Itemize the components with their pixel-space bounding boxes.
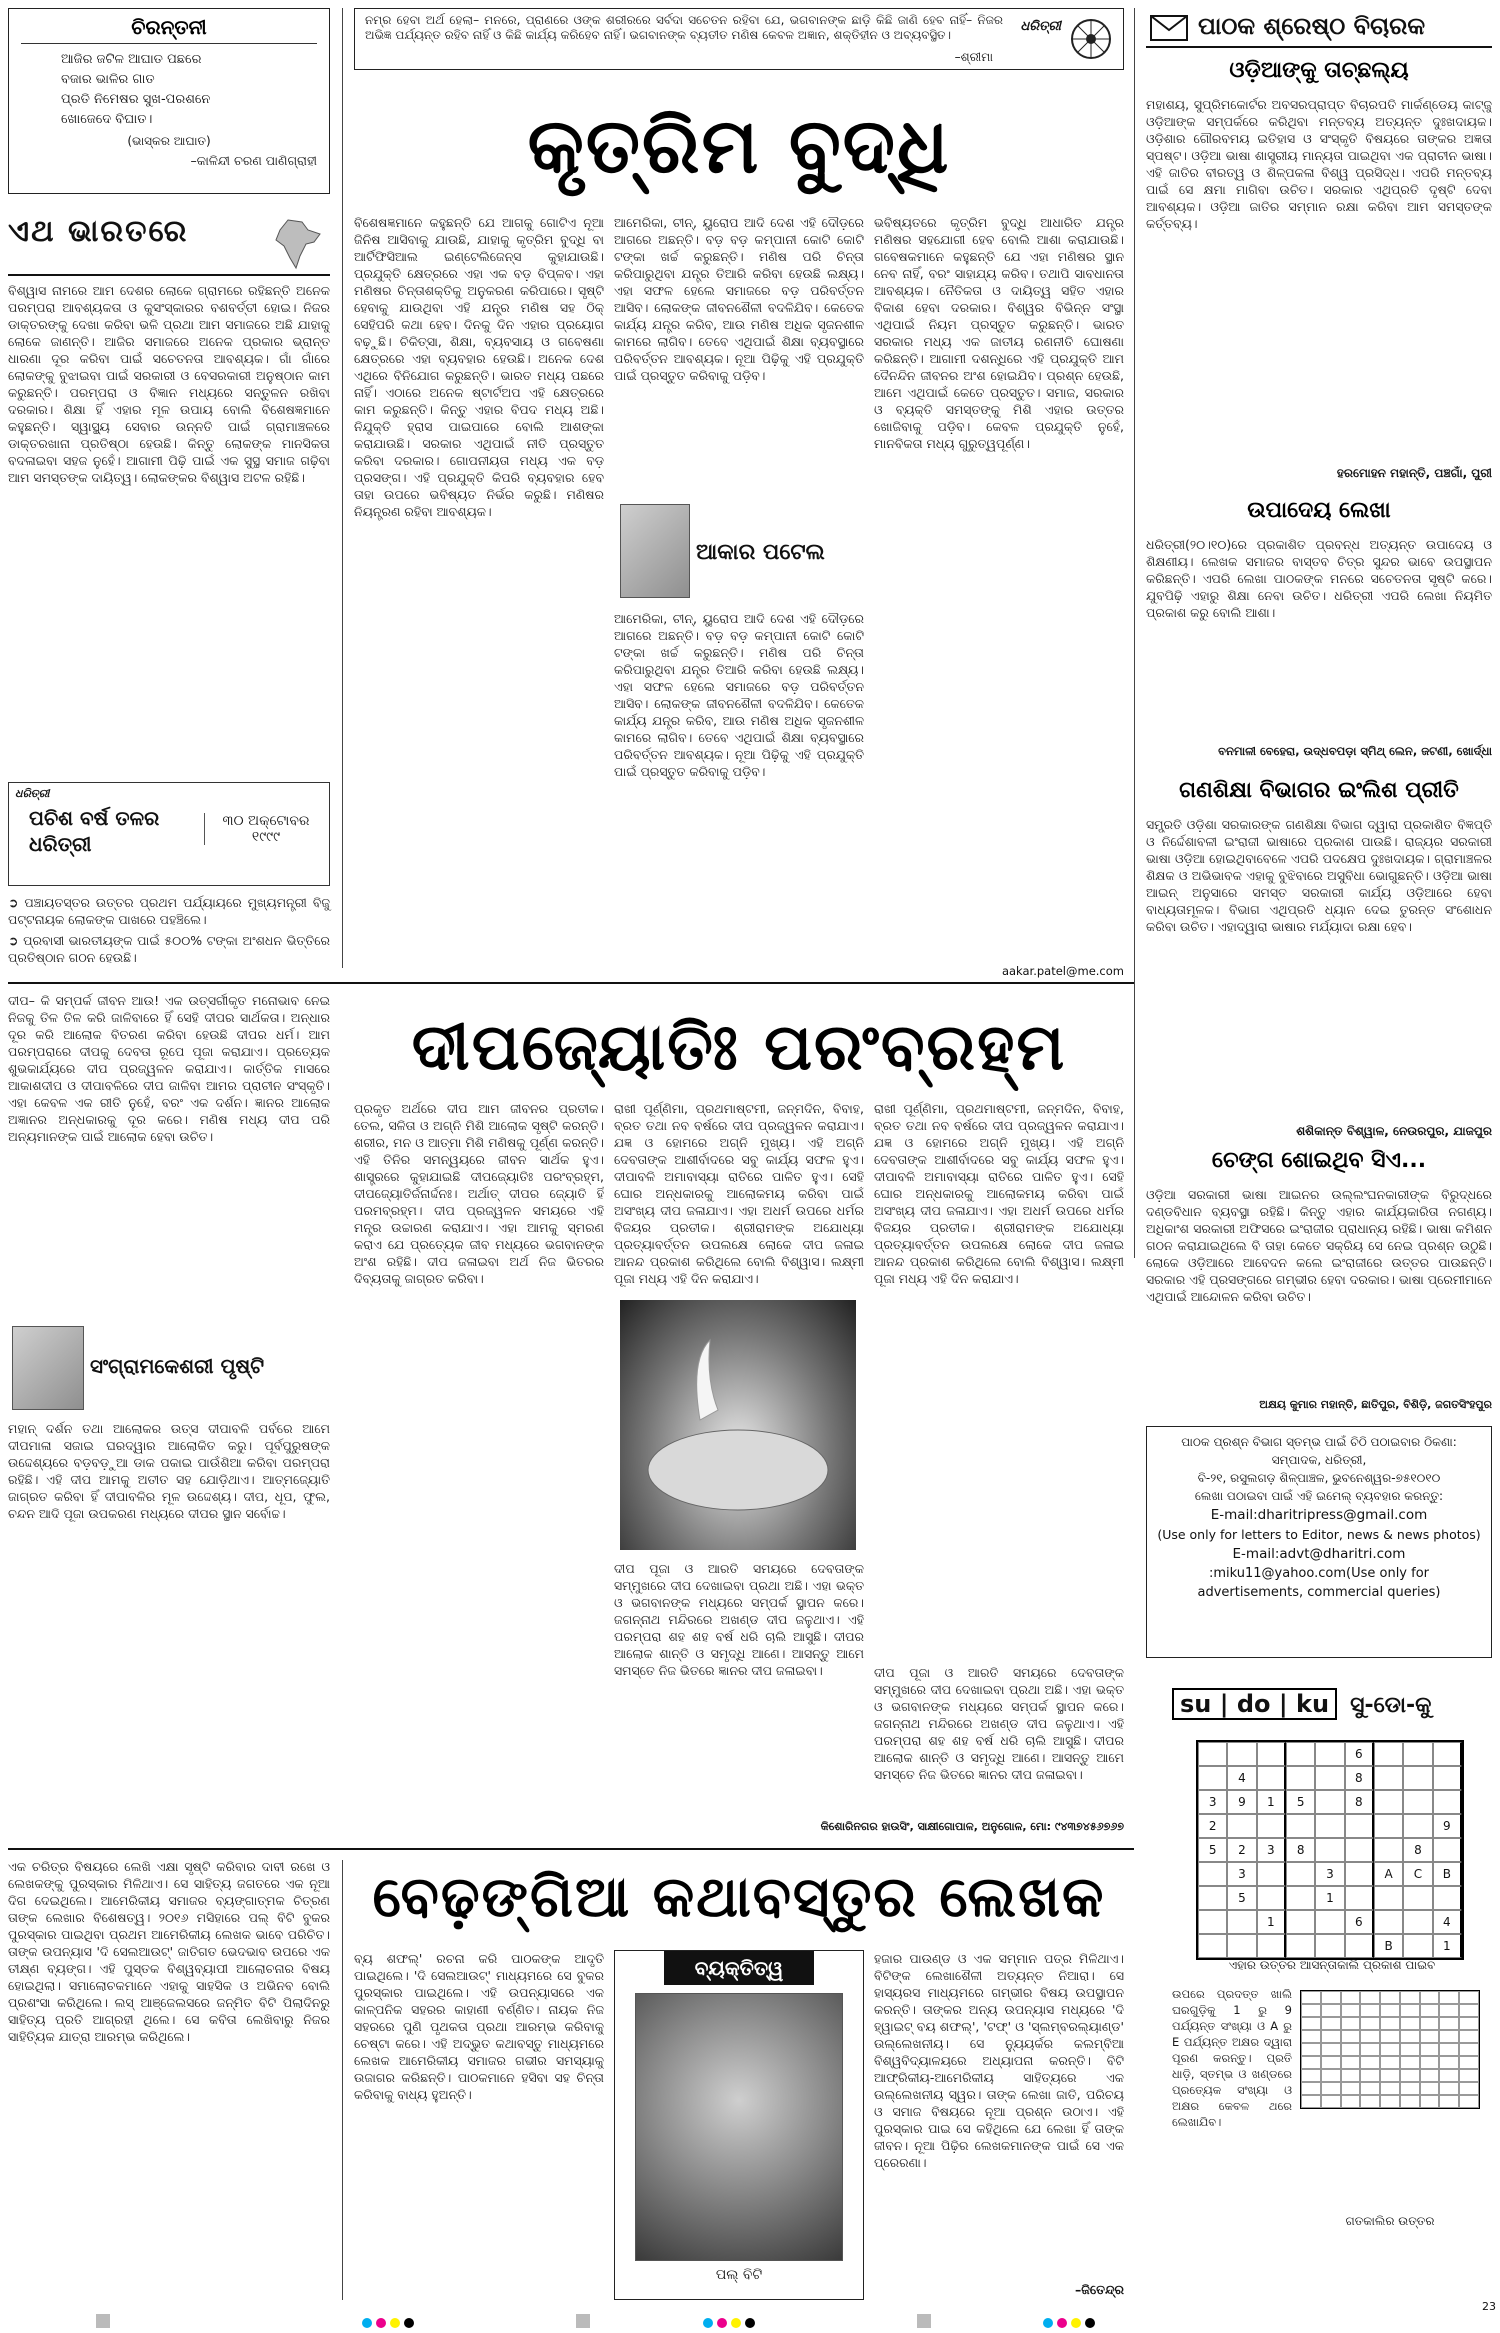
solution-cell (1360, 2030, 1380, 2043)
mid-author-photo (12, 1326, 84, 1410)
letter-author: ଅକ୍ଷୟ କୁମାର ମହାନ୍ତି, ଛାତିପୁର, ବିଶିଡ଼ି, ଜଗତସିଂହପୁର (1259, 1398, 1492, 1411)
solution-cell (1459, 1991, 1479, 2004)
mid-headline: ଦୀପଜ୍ୟୋତିଃ ପରଂବ୍ରହ୍ମ (411, 1011, 1067, 1085)
sudoku-cell[interactable] (1198, 1862, 1227, 1886)
sudoku-cell[interactable] (1374, 1790, 1403, 1814)
sudoku-cell[interactable]: 2 (1227, 1838, 1256, 1862)
sudoku-cell[interactable] (1257, 1886, 1286, 1910)
sudoku-cell[interactable]: 6 (1345, 1742, 1374, 1766)
sudoku-cell[interactable] (1286, 1862, 1315, 1886)
solution-cell (1439, 2056, 1459, 2069)
sudoku-cell[interactable]: B (1433, 1862, 1462, 1886)
sudoku-cell[interactable] (1315, 1814, 1344, 1838)
archive-date: ୩୦ ଅକ୍ଟୋବର ୧୯୯୯ (204, 813, 321, 845)
sudoku-cell[interactable] (1227, 1934, 1256, 1958)
sudoku-footer: ଏହାର ଉତ୍ତର ଆସନ୍ତାକାଲି ପ୍ରକାଶ ପାଇବ (1228, 1958, 1436, 1972)
sudoku-cell[interactable] (1227, 1814, 1256, 1838)
solution-cell (1400, 2056, 1420, 2069)
gray-swatch (96, 2314, 110, 2328)
sudoku-cell[interactable] (1433, 1790, 1462, 1814)
contact-line: ସମ୍ପାଦକ, ଧରିତ୍ରୀ, (1271, 1453, 1367, 1467)
sudoku-cell[interactable]: 5 (1286, 1790, 1315, 1814)
sudoku-cell[interactable] (1403, 1886, 1432, 1910)
solution-cell (1459, 2082, 1479, 2095)
mid-author-block (8, 1326, 330, 1410)
main-article-col2b: ଆମେରିକା, ଚୀନ୍, ୟୁରୋପ ଆଦି ଦେଶ ଏହି ଦୌଡ଼ରେ ଆଗରେ ଅଛନ୍ତି। ବଡ଼ ବଡ଼ କମ୍ପାନୀ କୋଟି କୋଟି ଟଙ୍କା ଖର୍ଚ୍ଚ କରୁଛନ୍ତି। ମଣିଷ ପରି ଚିନ୍ତା କରିପାରୁଥିବା ଯନ୍ତ୍ର ତିଆରି କରିବା ହେଉଛି ଲକ୍ଷ୍ୟ। ଏହା ସଫଳ ହେଲେ ସମାଜରେ ବଡ଼ ପରିବର୍ତ୍ତନ ଆସିବ। ଲୋକଙ୍କ ଜୀବନଶୈଳୀ ବଦଳିଯିବ। କେତେକ କାର୍ଯ୍ୟ ଯନ୍ତ୍ର କରିବ, ଆଉ ମଣିଷ ଅଧିକ ସୃଜନଶୀଳ କାମରେ ଲାଗିବ। ତେବେ ଏଥିପାଇଁ ଶିକ୍ଷା ବ୍ୟବସ୍ଥାରେ ପରିବର୍ତ୍ତନ ଆବଶ୍ୟକ। ନୂଆ ପିଢ଼ିକୁ ଏହି ପ୍ରଯୁକ୍ତି ପାଇଁ ପ୍ରସ୍ତୁତ କରିବାକୁ ପଡ଼ିବ। (614, 611, 864, 779)
sudoku-cell[interactable]: 2 (1198, 1814, 1227, 1838)
sudoku-cell[interactable] (1257, 1766, 1286, 1790)
sudoku-cell[interactable]: 8 (1403, 1838, 1432, 1862)
main-article-col2: ଆମେରିକା, ଚୀନ୍, ୟୁରୋପ ଆଦି ଦେଶ ଏହି ଦୌଡ଼ରେ ଆଗରେ ଅଛନ୍ତି। ବଡ଼ ବଡ଼ କମ୍ପାନୀ କୋଟି କୋଟି ଟଙ୍କା ଖର୍ଚ୍ଚ କରୁଛନ୍ତି। ମଣିଷ ପରି ଚିନ୍ତା କରିପାରୁଥିବା ଯନ୍ତ୍ର ତିଆରି କରିବା ହେଉଛି ଲକ୍ଷ୍ୟ। ଏହା ସଫଳ ହେଲେ ସମାଜରେ ବଡ଼ ପରିବର୍ତ୍ତନ ଆସିବ। ଲୋକଙ୍କ ଜୀବନଶୈଳୀ ବଦଳିଯିବ। କେତେକ କାର୍ଯ୍ୟ ଯନ୍ତ୍ର କରିବ, ଆଉ ମଣିଷ ଅଧିକ ସୃଜନଶୀଳ କାମରେ ଲାଗିବ। ତେବେ ଏଥିପାଇଁ ଶିକ୍ଷା ବ୍ୟବସ୍ଥାରେ ପରିବର୍ତ୍ତନ ଆବଶ୍ୟକ। ନୂଆ ପିଢ଼ିକୁ ଏହି ପ୍ରଯୁକ୍ତି ପାଇଁ ପ୍ରସ୍ତୁତ କରିବାକୁ ପଡ଼ିବ। (614, 215, 864, 383)
mid-article-col3: ରାଖୀ ପୂର୍ଣ୍ଣିମା, ପ୍ରଥମାଷ୍ଟମୀ, ଜନ୍ମଦିନ, ବିବାହ, ବ୍ରତ ତଥା ନବ ବର୍ଷରେ ଦୀପ ପ୍ରଜ୍ୱଳନ କରାଯାଏ। ଯଜ୍ଞ ଓ ହୋମରେ ଅଗ୍ନି ମୁଖ୍ୟ। ଏହି ଅଗ୍ନି ଦେବତାଙ୍କ ଆଶୀର୍ବାଦରେ ସବୁ କାର୍ଯ୍ୟ ସଫଳ ହୁଏ। ଦୀପାବଳି ଅମାବାସ୍ୟା ରାତିରେ ପାଳିତ ହୁଏ। ସେହି ଘୋର ଅନ୍ଧକାରକୁ ଆଲୋକମୟ କରିବା ପାଇଁ ଅସଂଖ୍ୟ ଦୀପ ଜଳାଯାଏ। ଏହା ଅଧର୍ମ ଉପରେ ଧର୍ମର ବିଜୟର ପ୍ରତୀକ। ଶ୍ରୀରାମଙ୍କ ଅଯୋଧ୍ୟା ପ୍ରତ୍ୟାବର୍ତ୍ତନ ଉପଲକ୍ଷେ ଲୋକେ ଦୀପ ଜଳାଇ ଆନନ୍ଦ ପ୍ରକାଶ କରିଥିଲେ ବୋଲି ବିଶ୍ୱାସ। ଲକ୍ଷ୍ମୀ ପୂଜା ମଧ୍ୟ ଏହି ଦିନ କରାଯାଏ। (614, 1101, 864, 1286)
archive-title: ପଚିଶ ବର୍ଷ ତଳର ଧରିତ୍ରୀ (29, 806, 160, 856)
poem-source: (ଭାସ୍କର ଆଘାତ) (127, 134, 211, 148)
solution-cell (1380, 1991, 1400, 2004)
solution-cell (1420, 2095, 1440, 2108)
solution-cell (1439, 2082, 1459, 2095)
solution-cell (1439, 2043, 1459, 2056)
letters-header (1146, 8, 1492, 48)
personality-label: ବ୍ୟକ୍ତିତ୍ୱ (664, 1951, 814, 1985)
solution-cell (1439, 2017, 1459, 2030)
sudoku-cell[interactable] (1374, 1886, 1403, 1910)
solution-cell (1301, 2043, 1321, 2056)
mid-article-col4b: ଦୀପ ପୂଜା ଓ ଆରତି ସମୟରେ ଦେବତାଙ୍କ ସମ୍ମୁଖରେ ଦୀପ ଦେଖାଇବା ପ୍ରଥା ଅଛି। ଏହା ଭକ୍ତ ଓ ଭଗବାନଙ୍କ ମଧ୍ୟରେ ସମ୍ପର୍କ ସ୍ଥାପନ କରେ। ଜଗନ୍ନାଥ ମନ୍ଦିରରେ ଅଖଣ୍ଡ ଦୀପ ଜଳୁଥାଏ। ଏହି ପରମ୍ପରା ଶହ ଶହ ବର୍ଷ ଧରି ଚାଲି ଆସୁଛି। ଦୀପର ଆଲୋକ ଶାନ୍ତି ଓ ସମୃଦ୍ଧି ଆଣେ। ଆସନ୍ତୁ ଆମେ ସମସ୍ତେ ନିଜ ଭିତରେ ଜ୍ଞାନର ଦୀପ ଜଳାଇବା। (874, 1665, 1124, 1782)
sudoku-cell[interactable] (1198, 1910, 1227, 1934)
poem-line: ବଜାର ଭାଳିର ଗାତ (61, 72, 155, 87)
sudoku-cell[interactable]: 8 (1345, 1766, 1374, 1790)
author-name: ଆକାର ପଟେଲ (696, 540, 825, 565)
solution-cell (1301, 2082, 1321, 2095)
contact-line: ପାଠକ ପ୍ରଶ୍ନ ବିଭାଗ ସ୍ତମ୍ଭ ପାଇଁ ଚିଠି ପଠାଇବାର ଠିକଣା: (1181, 1435, 1457, 1449)
sudoku-cell[interactable] (1315, 1838, 1344, 1862)
bottom-headline: ବେଢ଼ଙ୍ଗିଆ କଥାବସ୍ତୁର ଲେଖକ (372, 1865, 1106, 1930)
personality-caption: ପଲ୍ ବିଟି (715, 2267, 763, 2283)
sudoku-cell[interactable]: 1 (1315, 1886, 1344, 1910)
sudoku-cell[interactable] (1345, 1814, 1374, 1838)
sudoku-cell[interactable]: 3 (1198, 1790, 1227, 1814)
sudoku-cell[interactable] (1403, 1814, 1432, 1838)
bottom-article-col2: ବ୍ୟ ଶଫଲ୍' ରଚନା କରି ପାଠକଙ୍କ ଆଦୃତି ପାଇଥିଲେ। 'ଦି ସେଲଆଉଟ୍' ମାଧ୍ୟମରେ ସେ ବୁକର ପୁରସ୍କାର ପାଇଥିଲେ। ଏହି ଉପନ୍ୟାସରେ ଏକ କାଳ୍ପନିକ ସହରର କାହାଣୀ ବର୍ଣ୍ଣିତ। ନାୟକ ନିଜ ସହରରେ ପୁଣି ପୃଥକତା ପ୍ରଥା ଆରମ୍ଭ କରିବାକୁ ଚେଷ୍ଟା କରେ। ଏହି ଅଦ୍ଭୁତ କଥାବସ୍ତୁ ମାଧ୍ୟମରେ ଲେଖକ ଆମେରିକୀୟ ସମାଜର ଗଭୀର ସମସ୍ୟାକୁ ଉଜାଗର କରିଛନ୍ତି। ପାଠକମାନେ ହସିବା ସହ ଚିନ୍ତା କରିବାକୁ ବାଧ୍ୟ ହୁଅନ୍ତି। (354, 1951, 604, 2102)
letter-body: ମହାଶୟ, ସୁପ୍ରିମକୋର୍ଟର ଅବସରପ୍ରାପ୍ତ ବିଚାରପତି ମାର୍କଣ୍ଡେୟ କାଟ୍ଜୁ ଓଡ଼ିଆଙ୍କ ସମ୍ପର୍କରେ କରିଥିବା ମନ୍ତବ୍ୟ ଅତ୍ୟନ୍ତ ଦୁଃଖଦାୟକ। ଓଡ଼ିଶାର ଗୌରବମୟ ଇତିହାସ ଓ ସଂସ୍କୃତି ବିଷୟରେ ତାଙ୍କର ଅଜ୍ଞତା ସ୍ପଷ୍ଟ। ଓଡ଼ିଆ ଭାଷା ଶାସ୍ତ୍ରୀୟ ମାନ୍ୟତା ପାଇଥିବା ଏକ ପ୍ରାଚୀନ ଭାଷା। ଏହି ଜାତିର ବୀରତ୍ୱ ଓ ଶିଳ୍ପକଳା ବିଶ୍ୱ ପ୍ରସିଦ୍ଧ। ଏପରି ମନ୍ତବ୍ୟ ପାଇଁ ସେ କ୍ଷମା ମାଗିବା ଉଚିତ। ସରକାର ଏଥିପ୍ରତି ଦୃଷ୍ଟି ଦେବା ଆବଶ୍ୟକ। ଓଡ଼ିଆ ଜାତିର ସମ୍ମାନ ରକ୍ଷା କରିବା ଆମ ସମସ୍ତଙ୍କ କର୍ତ୍ତବ୍ୟ। (1146, 97, 1492, 231)
solution-cell (1341, 2017, 1361, 2030)
letter-title: ଉପାଦେୟ ଲେଖା (1247, 498, 1391, 523)
solution-cell (1459, 2017, 1479, 2030)
black-dot (404, 2318, 414, 2328)
solution-cell (1301, 2004, 1321, 2017)
bottom-article-col3: ହଜାର ପାଉଣ୍ଡ ଓ ଏକ ସମ୍ମାନ ପତ୍ର ମିଳିଥାଏ। ବିଟିଙ୍କ ଲେଖାଶୈଳୀ ଅତ୍ୟନ୍ତ ନିଆରା। ସେ ହାସ୍ୟରସ ମାଧ୍ୟମରେ ଗମ୍ଭୀର ବିଷୟ ଉପସ୍ଥାପନ କରନ୍ତି। ତାଙ୍କର ଅନ୍ୟ ଉପନ୍ୟାସ ମଧ୍ୟରେ 'ଦି ହ୍ୱାଇଟ୍ ବୟ ଶଫଲ୍', 'ଟଫ୍' ଓ 'ସ୍ଲମ୍ବରଲ୍ୟାଣ୍ଡ' ଉଲ୍ଲେଖନୀୟ। ସେ ନ୍ୟୁୟର୍କର କଲମ୍ବିଆ ବିଶ୍ୱବିଦ୍ୟାଳୟରେ ଅଧ୍ୟାପନା କରନ୍ତି। ବିଟି ଆଫ୍ରିକୀୟ-ଆମେରିକୀୟ ସାହିତ୍ୟରେ ଏକ ଉଲ୍ଲେଖନୀୟ ସ୍ୱର। ତାଙ୍କ ଲେଖା ଜାତି, ପରିଚୟ ଓ ସମାଜ ବିଷୟରେ ନୂଆ ପ୍ରଶ୍ନ ଉଠାଏ। ଏହି ପୁରସ୍କାର ପାଇ ସେ କହିଥିଲେ ଯେ ଲେଖା ହିଁ ତାଙ୍କ ଜୀବନ। ନୂଆ ପିଢ଼ିର ଲେଖକମାନଙ୍କ ପାଇଁ ସେ ଏକ ପ୍ରେରଣା। (874, 1951, 1124, 2170)
contact-line: advertisements, commercial queries) (1197, 1585, 1441, 1600)
bottom-signature: –ଜିତେନ୍ଦ୍ର (1075, 2282, 1124, 2297)
black-dot (1085, 2318, 1095, 2328)
poem-box (8, 8, 330, 194)
yellow-dot (731, 2318, 741, 2328)
sudoku-cell[interactable] (1286, 1766, 1315, 1790)
sudoku-cell[interactable] (1227, 1742, 1256, 1766)
letter-title: ଓଡ଼ିଆଙ୍କୁ ତାଚ୍ଛଲ୍ୟ (1229, 58, 1409, 83)
page-number: 23 (1482, 2300, 1496, 2313)
archive-box (8, 782, 330, 886)
sudoku-cell[interactable]: A (1374, 1862, 1403, 1886)
section-logo-text: ଏଥ ଭାରତରେ (8, 214, 189, 249)
solution-cell (1321, 2069, 1341, 2082)
solution-cell (1459, 2030, 1479, 2043)
sudoku-cell[interactable]: 8 (1286, 1838, 1315, 1862)
letter-author: ବନମାଳୀ ବେହେରା, ଉଦ୍ଧବପଡ଼ା ସ୍ମିଥ୍ ଲେନ, ଜଟଣୀ, ଖୋର୍ଦ୍ଧା (1218, 744, 1492, 758)
mid-article-col1: ଦୀପ– କି ସମ୍ପର୍କ ଜୀବନ ଆଉ! ଏକ ଉତ୍ସର୍ଗୀକୃତ ମନୋଭାବ ନେଇ ନିଜକୁ ତିଳ ତିଳ କରି ଜାଳିବାରେ ହିଁ ସେହି ଦୀପର ସାର୍ଥକତା। ଅନ୍ଧାର ଦୂର କରି ଆଲୋକ ବିତରଣ କରିବା ହେଉଛି ଦୀପର ଧର୍ମ। ଆମ ପରମ୍ପରାରେ ଦୀପକୁ ଦେବତା ରୂପେ ପୂଜା କରାଯାଏ। ପ୍ରତ୍ୟେକ ଶୁଭକାର୍ଯ୍ୟରେ ଦୀପ ପ୍ରଜ୍ୱଳନ କରାଯାଏ। କାର୍ତ୍ତିକ ମାସରେ ଆକାଶଦୀପ ଓ ଦୀପାବଳିରେ ଦୀପ ଜାଳିବା ଆମର ପ୍ରାଚୀନ ସଂସ୍କୃତି। ଏହା କେବଳ ଏକ ରୀତି ନୁହେଁ, ବରଂ ଏକ ଦର୍ଶନ। ଜ୍ଞାନର ଆଲୋକ ଅଜ୍ଞାନର ଅନ୍ଧକାରକୁ ଦୂର କରେ। ମଣିଷ ମଧ୍ୟ ଦୀପ ପରି ଅନ୍ୟମାନଙ୍କ ପାଇଁ ଆଲୋକ ହେବା ଉଚିତ। (8, 993, 330, 1144)
envelope-icon (1150, 12, 1190, 42)
sudoku-cell[interactable] (1257, 1814, 1286, 1838)
solution-cell (1301, 2030, 1321, 2043)
solution-cell (1420, 2056, 1440, 2069)
solution-cell (1439, 2069, 1459, 2082)
left-column-body: ବିଶ୍ୱାସ ନାମରେ ଆମ ଦେଶର ଲୋକେ ଗ୍ରାମରେ ରହିଛନ୍ତି ଅନେକ ପରମ୍ପରା ଆବଶ୍ୟକତା ଓ କୁସଂସ୍କାରର ବଶବର୍ତ୍ତୀ ହୋଇ। ନିଜର ଡାକ୍ତରଙ୍କୁ ଦେଖା କରିବା ଭଳି ପ୍ରଥା ଆମ ସମାଜରେ ଅଛି ଯାହାକୁ ଲୋକେ ଜାଣନ୍ତି। ଆଜିର ସମାଜରେ ଅନେକ ପ୍ରକାର ଭ୍ରାନ୍ତ ଧାରଣା ଦୂର କରିବା ପାଇଁ ସଚେତନତା ଆବଶ୍ୟକ। ଗାଁ ଗାଁରେ ଲୋକଙ୍କୁ ବୁଝାଇବା ପାଇଁ ସରକାରୀ ଓ ବେସରକାରୀ ଅନୁଷ୍ଠାନ କାମ କରୁଛନ୍ତି। ପରମ୍ପରା ଓ ବିଜ୍ଞାନ ମଧ୍ୟରେ ସନ୍ତୁଳନ ରଖିବା ଦରକାର। ଶିକ୍ଷା ହିଁ ଏହାର ମୂଳ ଉପାୟ ବୋଲି ବିଶେଷଜ୍ଞମାନେ କହୁଛନ୍ତି। ସ୍ୱାସ୍ଥ୍ୟ ସେବାର ଉନ୍ନତି ପାଇଁ ଗ୍ରାମାଞ୍ଚଳରେ ଡାକ୍ତରଖାନା ପ୍ରତିଷ୍ଠା ହେଉଛି। କିନ୍ତୁ ଲୋକଙ୍କ ମାନସିକତା ବଦଳାଇବା ସହଜ ନୁହେଁ। ଆଗାମୀ ପିଢ଼ି ପାଇଁ ଏକ ସୁସ୍ଥ ସମାଜ ଗଢ଼ିବା ଆମ ସମସ୍ତଙ୍କ ଦାୟିତ୍ୱ। ଲୋକଙ୍କର ବିଶ୍ୱାସ ଅଟଳ ରହିଛି। (8, 283, 330, 485)
solution-cell (1360, 2043, 1380, 2056)
sudoku-cell[interactable] (1433, 1766, 1462, 1790)
contact-email[interactable]: E-mail:advt@dharitri.com (1232, 1546, 1406, 1562)
solution-cell (1420, 2043, 1440, 2056)
sudoku-cell[interactable] (1433, 1742, 1462, 1766)
solution-cell (1321, 2082, 1341, 2095)
solution-cell (1380, 2056, 1400, 2069)
quote-text: ନମ୍ର ହେବା ଅର୍ଥ ହେଲା– ମନରେ, ପ୍ରାଣରେ ଓଙ୍କ ଶରୀରରେ ସର୍ବଦା ସଚେତନ ରହିବା ଯେ, ଭଗବାନଙ୍କ ଛାଡ଼ି କିଛି ଜାଣି ହେବ ନାହିଁ– ନିଜର ଅଭିଜ୍ଞ ପର୍ଯ୍ୟନ୍ତ ରହିବ ନାହିଁ ଓ କିଛି କାର୍ଯ୍ୟ କରିହେବ ନାହିଁ। ଭଗବାନଙ୍କ ବ୍ୟତୀତ ମଣିଷ କେବଳ ଅଜ୍ଞାନ, ଶକ୍ତିହୀନ ଓ ଅବ୍ୟବସ୍ଥିତ। (365, 13, 1003, 42)
poem-author: –କାଳିନ୍ଦୀ ଚରଣ ପାଣିଗ୍ରାହୀ (190, 153, 317, 168)
solution-cell (1459, 2095, 1479, 2108)
sudoku-cell[interactable]: 9 (1227, 1790, 1256, 1814)
sudoku-cell[interactable] (1433, 1886, 1462, 1910)
contact-email[interactable]: E-mail:dharitripress@gmail.com (1210, 1507, 1428, 1523)
sudoku-cell[interactable] (1315, 1934, 1344, 1958)
letter-body: ଓଡ଼ିଆ ସରକାରୀ ଭାଷା ଆଇନର ଉଲ୍ଲଂଘନକାରୀଙ୍କ ବିରୁଦ୍ଧରେ ଦଣ୍ଡବିଧାନ ବ୍ୟବସ୍ଥା ରହିଛି। କିନ୍ତୁ ଏହାର କାର୍ଯ୍ୟକାରିତା ନଗଣ୍ୟ। ଅଧିକାଂଶ ସରକାରୀ ଅଫିସରେ ଇଂରାଜୀର ପ୍ରାଧାନ୍ୟ ରହିଛି। ଭାଷା କମିଶନ ଗଠନ କରାଯାଇଥିଲେ ବି ତାହା କେତେ ସକ୍ରିୟ ସେ ନେଇ ପ୍ରଶ୍ନ ଉଠୁଛି। ଲୋକେ ଓଡ଼ିଆରେ ଆବେଦନ କଲେ ଇଂରାଜୀରେ ଉତ୍ତର ପାଉଛନ୍ତି। ସରକାର ଏହି ପ୍ରସଙ୍ଗରେ ଗମ୍ଭୀର ହେବା ଦରକାର। ଭାଷା ପ୍ରେମୀମାନେ ଏଥିପାଇଁ ଆନ୍ଦୋଳନ କରିବା ଉଚିତ। (1146, 1187, 1492, 1304)
solution-cell (1301, 2056, 1321, 2069)
solution-cell (1420, 2017, 1440, 2030)
solution-cell (1439, 1991, 1459, 2004)
letter-title: ଚେଙ୍ଗ ଶୋଇଥିବ ସିଏ... (1211, 1148, 1427, 1173)
cyan-dot (362, 2318, 372, 2328)
sudoku-cell[interactable] (1227, 1910, 1256, 1934)
personality-photo (635, 1993, 843, 2261)
main-article-col3: ଭବିଷ୍ୟତରେ କୃତ୍ରିମ ବୁଦ୍ଧି ଆଧାରିତ ଯନ୍ତ୍ର ମଣିଷର ସହଯୋଗୀ ହେବ ବୋଲି ଆଶା କରାଯାଉଛି। ଗବେଷକମାନେ କହୁଛନ୍ତି ଯେ ଏହା ମଣିଷର ସ୍ଥାନ ନେବ ନାହିଁ, ବରଂ ସାହାଯ୍ୟ କରିବ। ତଥାପି ସାବଧାନତା ଆବଶ୍ୟକ। ନୈତିକତା ଓ ଦାୟିତ୍ୱ ସହିତ ଏହାର ବିକାଶ ହେବା ଦରକାର। ବିଶ୍ୱର ବିଭିନ୍ନ ସଂସ୍ଥା ଏଥିପାଇଁ ନିୟମ ପ୍ରସ୍ତୁତ କରୁଛନ୍ତି। ଭାରତ ସରକାର ମଧ୍ୟ ଏକ ଜାତୀୟ ରଣନୀତି ଘୋଷଣା କରିଛନ୍ତି। ଆଗାମୀ ଦଶନ୍ଧିରେ ଏହି ପ୍ରଯୁକ୍ତି ଆମ ଦୈନନ୍ଦିନ ଜୀବନର ଅଂଶ ହୋଇଯିବ। ପ୍ରଶ୍ନ ହେଉଛି, ଆମେ ଏଥିପାଇଁ କେତେ ପ୍ରସ୍ତୁତ। ସମାଜ, ସରକାର ଓ ବ୍ୟକ୍ତି ସମସ୍ତଙ୍କୁ ମିଶି ଏହାର ଉତ୍ତର ଖୋଜିବାକୁ ପଡ଼ିବ। କେବଳ ପ୍ରଯୁକ୍ତି ନୁହେଁ, ମାନବିକତା ମଧ୍ୟ ଗୁରୁତ୍ୱପୂର୍ଣ୍ଣ। (874, 215, 1124, 451)
solution-cell (1459, 2069, 1479, 2082)
cyan-dot (703, 2318, 713, 2328)
mid-article-col2: ପ୍ରକୃତ ଅର୍ଥରେ ଦୀପ ଆମ ଜୀବନର ପ୍ରତୀକ। ତେଲ, ସଳିତା ଓ ଅଗ୍ନି ମିଶି ଆଲୋକ ସୃଷ୍ଟି କରନ୍ତି। ଶରୀର, ମନ ଓ ଆତ୍ମା ମିଶି ମଣିଷକୁ ପୂର୍ଣ୍ଣ କରନ୍ତି। ଏହି ତିନିର ସମନ୍ୱୟରେ ଜୀବନ ସାର୍ଥକ ହୁଏ। ଶାସ୍ତ୍ରରେ କୁହାଯାଇଛି ଦୀପଜ୍ୟୋତିଃ ପରଂବ୍ରହ୍ମ, ଦୀପଜ୍ୟୋତିର୍ଜନାର୍ଦ୍ଦନଃ। ଅର୍ଥାତ୍ ଦୀପର ଜ୍ୟୋତି ହିଁ ପରମବ୍ରହ୍ମ। ଦୀପ ପ୍ରଜ୍ୱଳନ ସମୟରେ ଏହି ମନ୍ତ୍ର ଉଚ୍ଚାରଣ କରାଯାଏ। ଏହା ଆମକୁ ସ୍ମରଣ କରାଏ ଯେ ପ୍ରତ୍ୟେକ ଜୀବ ମଧ୍ୟରେ ଭଗବାନଙ୍କ ଅଂଶ ରହିଛି। ଦୀପ ଜଳାଇବା ଅର୍ଥ ନିଜ ଭିତରର ଦିବ୍ୟତାକୁ ଜାଗ୍ରତ କରିବା। (354, 1101, 604, 1286)
archive-logo: ଧରିତ୍ରୀ (15, 787, 50, 800)
solution-cell (1360, 1991, 1380, 2004)
sudoku-cell[interactable] (1345, 1934, 1374, 1958)
sudoku-cell[interactable] (1286, 1814, 1315, 1838)
contact-line: ବି-୨୧, ରସୁଲଗଡ଼ ଶିଳ୍ପାଞ୍ଚଳ, ଭୁବନେଶ୍ୱର-୭୫୧୦୧୦ (1197, 1471, 1441, 1485)
diya-photo (620, 1300, 856, 1550)
solution-cell (1400, 2004, 1420, 2017)
sudoku-grid[interactable] (1196, 1740, 1464, 1960)
letter-title: ଗଣଶିକ୍ଷା ବିଭାଗର ଇଂଲିଶ ପ୍ରୀତି (1179, 778, 1459, 803)
sudoku-cell[interactable]: 5 (1198, 1838, 1227, 1862)
contact-email[interactable]: :miku11@yahoo.com(Use only for (1208, 1566, 1430, 1581)
solution-cell (1439, 2095, 1459, 2108)
sudoku-cell[interactable] (1198, 1886, 1227, 1910)
solution-cell (1380, 2017, 1400, 2030)
sudoku-cell[interactable] (1345, 1886, 1374, 1910)
solution-cell (1321, 2056, 1341, 2069)
solution-cell (1341, 2082, 1361, 2095)
sudoku-cell[interactable] (1403, 1766, 1432, 1790)
quote-banner (354, 8, 1124, 70)
archive-item: ➲ ପ୍ରବାସୀ ଭାରତୀୟଙ୍କ ପାଇଁ ୫୦୦% ଟଙ୍କା ଅଂଶଧନ ଭିତ୍ତିରେ ପ୍ରତିଷ୍ଠାନ ଗଠନ ହେଉଛି। (8, 933, 330, 965)
solution-cell (1301, 2017, 1321, 2030)
sudoku-cell[interactable]: 4 (1227, 1766, 1256, 1790)
letters-header-text: ପାଠକ ଶ୍ରେଷ୍ଠ ବିଚାରକ (1198, 12, 1426, 40)
sudoku-cell[interactable] (1403, 1742, 1432, 1766)
poem-line: ଖୋଜେଦେ ବିଘାତ। (61, 112, 153, 127)
sudoku-cell[interactable] (1315, 1910, 1344, 1934)
solution-cell (1301, 1991, 1321, 2004)
poem-line: ପ୍ରତି ନିମେଷର ସୁଖ-ପରଶନେ (61, 92, 211, 107)
quote-brand: ଧରିତ୍ରୀ (1020, 19, 1061, 34)
solution-cell (1400, 2043, 1420, 2056)
solution-cell (1341, 2043, 1361, 2056)
sudoku-cell[interactable]: 3 (1257, 1838, 1286, 1862)
mid-article-col4: ରାଖୀ ପୂର୍ଣ୍ଣିମା, ପ୍ରଥମାଷ୍ଟମୀ, ଜନ୍ମଦିନ, ବିବାହ, ବ୍ରତ ତଥା ନବ ବର୍ଷରେ ଦୀପ ପ୍ରଜ୍ୱଳନ କରାଯାଏ। ଯଜ୍ଞ ଓ ହୋମରେ ଅଗ୍ନି ମୁଖ୍ୟ। ଏହି ଅଗ୍ନି ଦେବତାଙ୍କ ଆଶୀର୍ବାଦରେ ସବୁ କାର୍ଯ୍ୟ ସଫଳ ହୁଏ। ଦୀପାବଳି ଅମାବାସ୍ୟା ରାତିରେ ପାଳିତ ହୁଏ। ସେହି ଘୋର ଅନ୍ଧକାରକୁ ଆଲୋକମୟ କରିବା ପାଇଁ ଅସଂଖ୍ୟ ଦୀପ ଜଳାଯାଏ। ଏହା ଅଧର୍ମ ଉପରେ ଧର୍ମର ବିଜୟର ପ୍ରତୀକ। ଶ୍ରୀରାମଙ୍କ ଅଯୋଧ୍ୟା ପ୍ରତ୍ୟାବର୍ତ୍ତନ ଉପଲକ୍ଷେ ଲୋକେ ଦୀପ ଜଳାଇ ଆନନ୍ଦ ପ୍ରକାଶ କରିଥିଲେ ବୋଲି ବିଶ୍ୱାସ। ଲକ୍ଷ୍ମୀ ପୂଜା ମଧ୍ୟ ଏହି ଦିନ କରାଯାଏ। (874, 1101, 1124, 1286)
magenta-dot (376, 2318, 386, 2328)
sudoku-cell[interactable]: 5 (1227, 1886, 1256, 1910)
solution-cell (1420, 2082, 1440, 2095)
solution-cell (1341, 2056, 1361, 2069)
solution-cell (1360, 2004, 1380, 2017)
solution-cell (1459, 2004, 1479, 2017)
sudoku-cell[interactable] (1315, 1790, 1344, 1814)
sudoku-cell[interactable]: 1 (1257, 1910, 1286, 1934)
solution-cell (1341, 2004, 1361, 2017)
solution-cell (1420, 1991, 1440, 2004)
sudoku-cell[interactable] (1374, 1766, 1403, 1790)
solution-cell (1400, 2030, 1420, 2043)
ethi-bharatare-logo (8, 214, 330, 276)
solution-cell (1380, 2069, 1400, 2082)
gray-swatch (576, 2314, 590, 2328)
sudoku-cell[interactable] (1286, 1910, 1315, 1934)
solution-cell (1341, 2030, 1361, 2043)
sudoku-cell[interactable]: 3 (1227, 1862, 1256, 1886)
personality-box (614, 1950, 864, 2300)
india-map-icon (268, 216, 324, 272)
sudoku-cell[interactable] (1403, 1790, 1432, 1814)
solution-cell (1400, 1991, 1420, 2004)
solution-cell (1360, 2095, 1380, 2108)
letter-author: ହରମୋହନ ମହାନ୍ତି, ପଞ୍ଚଗାଁ, ପୁରୀ (1336, 466, 1492, 480)
contact-line: ଲେଖା ପଠାଇବା ପାଇଁ ଏହି ଇମେଲ୍ ବ୍ୟବହାର କରନ୍ତୁ: (1194, 1489, 1444, 1503)
solution-cell (1380, 2095, 1400, 2108)
sudoku-cell[interactable] (1403, 1934, 1432, 1958)
sudoku-cell[interactable]: 1 (1257, 1790, 1286, 1814)
sudoku-cell[interactable]: B (1374, 1934, 1403, 1958)
sudoku-cell[interactable] (1403, 1910, 1432, 1934)
archive-item: ➲ ପଞ୍ଚାୟତସ୍ତର ଉତ୍ତର ପ୍ରଥମ ପର୍ଯ୍ୟାୟରେ ମୁଖ୍ୟମନ୍ତ୍ରୀ ବିଜୁ ପଟ୍ଟନାୟକ ଲୋକଙ୍କ ପାଖରେ ପହଞ୍ଚିଲେ। (8, 895, 330, 927)
sudoku-label-or: ସୁ-ଡୋ-କୁ (1350, 1693, 1432, 1718)
sudoku-cell[interactable] (1286, 1886, 1315, 1910)
solution-cell (1301, 2095, 1321, 2108)
mid-author-name: ସଂଗ୍ରାମକେଶରୀ ପୃଷ୍ଟି (90, 1354, 265, 1378)
solution-cell (1321, 2017, 1341, 2030)
yellow-dot (1071, 2318, 1081, 2328)
sudoku-cell[interactable] (1315, 1742, 1344, 1766)
diya-lamp-icon (620, 1300, 856, 1550)
solution-cell (1380, 2030, 1400, 2043)
poem-line: ଆଜିର ଜଟିଳ ଆଘାତ ପଛରେ (61, 52, 202, 67)
solution-cell (1321, 2043, 1341, 2056)
sudoku-cell[interactable] (1257, 1934, 1286, 1958)
solution-cell (1439, 2030, 1459, 2043)
solution-caption: ଗତକାଲିର ଉତ୍ତର (1345, 2214, 1435, 2228)
sudoku-cell[interactable] (1257, 1862, 1286, 1886)
sudoku-cell[interactable] (1374, 1838, 1403, 1862)
sudoku-cell[interactable] (1198, 1742, 1227, 1766)
mid-article-col3b: ଦୀପ ପୂଜା ଓ ଆରତି ସମୟରେ ଦେବତାଙ୍କ ସମ୍ମୁଖରେ ଦୀପ ଦେଖାଇବା ପ୍ରଥା ଅଛି। ଏହା ଭକ୍ତ ଓ ଭଗବାନଙ୍କ ମଧ୍ୟରେ ସମ୍ପର୍କ ସ୍ଥାପନ କରେ। ଜଗନ୍ନାଥ ମନ୍ଦିରରେ ଅଖଣ୍ଡ ଦୀପ ଜଳୁଥାଏ। ଏହି ପରମ୍ପରା ଶହ ଶହ ବର୍ଷ ଧରି ଚାଲି ଆସୁଛି। ଦୀପର ଆଲୋକ ଶାନ୍ତି ଓ ସମୃଦ୍ଧି ଆଣେ। ଆସନ୍ତୁ ଆମେ ସମସ୍ତେ ନିଜ ଭିତରେ ଜ୍ଞାନର ଦୀପ ଜଳାଇବା। (614, 1561, 864, 1678)
registration-marks (96, 2313, 1396, 2327)
sudoku-cell[interactable]: 9 (1433, 1814, 1462, 1838)
sudoku-cell[interactable] (1345, 1862, 1374, 1886)
sudoku-cell[interactable] (1433, 1838, 1462, 1862)
solution-cell (1341, 2095, 1361, 2108)
sudoku-cell[interactable]: 4 (1433, 1910, 1462, 1934)
contact-box (1146, 1426, 1492, 1658)
yellow-dot (390, 2318, 400, 2328)
sudoku-label-en: su | do | ku (1172, 1688, 1337, 1720)
chakra-icon (1069, 17, 1113, 61)
quote-author: –ଶ୍ରୀମା (954, 50, 993, 64)
solution-cell (1321, 2030, 1341, 2043)
solution-cell (1459, 2043, 1479, 2056)
solution-cell (1420, 2030, 1440, 2043)
contact-line: (Use only for letters to Editor, news & news photos) (1157, 1527, 1481, 1542)
solution-cell (1400, 2069, 1420, 2082)
sudoku-cell[interactable]: 6 (1345, 1910, 1374, 1934)
sudoku-cell[interactable] (1286, 1934, 1315, 1958)
solution-cell (1400, 2017, 1420, 2030)
solution-cell (1400, 2095, 1420, 2108)
sudoku-cell[interactable]: 1 (1433, 1934, 1462, 1958)
solution-cell (1380, 2004, 1400, 2017)
black-dot (745, 2318, 755, 2328)
solution-cell (1321, 2095, 1341, 2108)
solution-cell (1360, 2056, 1380, 2069)
solution-cell (1301, 2069, 1321, 2082)
solution-cell (1360, 2017, 1380, 2030)
sudoku-cell[interactable] (1286, 1742, 1315, 1766)
sudoku-cell[interactable]: C (1403, 1862, 1432, 1886)
letter-body: ସମ୍ପ୍ରତି ଓଡ଼ିଶା ସରକାରଙ୍କ ଗଣଶିକ୍ଷା ବିଭାଗ ଦ୍ୱାରା ପ୍ରକାଶିତ ବିଜ୍ଞପ୍ତି ଓ ନିର୍ଦ୍ଦେଶାବଳୀ ଇଂରାଜୀ ଭାଷାରେ ପ୍ରକାଶ ପାଉଛି। ରାଜ୍ୟର ସରକାରୀ ଭାଷା ଓଡ଼ିଆ ହୋଇଥିବାବେଳେ ଏପରି ପଦକ୍ଷେପ ଦୁଃଖଦାୟକ। ଗ୍ରାମାଞ୍ଚଳର ଶିକ୍ଷକ ଓ ଅଭିଭାବକ ଏହାକୁ ବୁଝିବାରେ ଅସୁବିଧା ଭୋଗୁଛନ୍ତି। ଓଡ଼ିଆ ଭାଷା ଆଇନ୍ ଅନୁସାରେ ସମସ୍ତ ସରକାରୀ କାର୍ଯ୍ୟ ଓଡ଼ିଆରେ ହେବା ବାଧ୍ୟତାମୂଳକ। ବିଭାଗ ଏଥିପ୍ରତି ଧ୍ୟାନ ଦେଇ ତୁରନ୍ତ ସଂଶୋଧନ କରିବା ଉଚିତ। ଏହାଦ୍ୱାରା ଭାଷାର ମର୍ଯ୍ୟାଦା ରକ୍ଷା ହେବ। (1146, 817, 1492, 934)
sudoku-cell[interactable] (1374, 1742, 1403, 1766)
sudoku-solution-grid (1300, 1990, 1480, 2109)
solution-cell (1321, 2004, 1341, 2017)
sudoku-cell[interactable]: 3 (1315, 1862, 1344, 1886)
sudoku-cell[interactable] (1198, 1934, 1227, 1958)
bottom-article-col1: ଏକ ଚରିତ୍ର ବିଷୟରେ ଲେଖି ଏକ୍ଷା ସୃଷ୍ଟି କରିବାର ଦାବୀ ରଖେ ଓ ଲେଖକଙ୍କୁ ପୁରସ୍କାର ମିଳିଥାଏ। ସେ ସାହିତ୍ୟ ଜଗତରେ ଏକ ନୂଆ ଦିଗ ଦେଇଥିଲେ। ଆମେରିକୀୟ ସମାଜର ବ୍ୟଙ୍ଗାତ୍ମକ ଚିତ୍ରଣ ତାଙ୍କ ଲେଖାର ବିଶେଷତ୍ୱ। ୨୦୧୬ ମସିହାରେ ପଲ୍ ବିଟି ବୁକର ପୁରସ୍କାର ପାଇଥିବା ପ୍ରଥମ ଆମେରିକୀୟ ଲେଖକ ଭାବେ ପରିଚିତ। ତାଙ୍କ ଉପନ୍ୟାସ 'ଦି ସେଲଆଉଟ୍' ଜାତିଗତ ଭେଦଭାବ ଉପରେ ଏକ ତୀକ୍ଷ୍ଣ ବ୍ୟଙ୍ଗ। ଏହି ପୁସ୍ତକ ବିଶ୍ୱବ୍ୟାପୀ ଆଲୋଚନାର ବିଷୟ ହୋଇଥିଲା। ସମାଲୋଚକମାନେ ଏହାକୁ ସାହସିକ ଓ ଅଭିନବ ବୋଲି ପ୍ରଶଂସା କରିଥିଲେ। ଲସ୍ ଆଞ୍ଜେଲସରେ ଜନ୍ମିତ ବିଟି ପିଲାଦିନରୁ ସାହିତ୍ୟ ପ୍ରତି ଆଗ୍ରହୀ ଥିଲେ। ସେ କବିତା ଲେଖିବାରୁ ନିଜର ସାହିତ୍ୟିକ ଯାତ୍ରା ଆରମ୍ଭ କରିଥିଲେ। (8, 1859, 330, 2044)
letter-author: ଶଶିକାନ୍ତ ବିଶ୍ୱାଳ, ନେଉରପୁର, ଯାଜପୁର (1296, 1124, 1492, 1138)
solution-cell (1420, 2004, 1440, 2017)
mid-article-col1b: ମହାନ୍ ଦର୍ଶନ ତଥା ଆଲୋକର ଉତ୍ସ ଦୀପାବଳି ପର୍ବରେ ଆମେ ଦୀପମାଳା ସଜାଇ ଘରଦ୍ୱାର ଆଲୋକିତ କରୁ। ପୂର୍ବପୁରୁଷଙ୍କ ଉଦ୍ଦେଶ୍ୟରେ ବଡ଼ବଡ଼ୁଆ ଡାକ ପକାଇ ପାଉଁଶିଆ କରିବା ପରମ୍ପରା ରହିଛି। ଏହି ଦୀପ ଆମକୁ ଅତୀତ ସହ ଯୋଡ଼ିଥାଏ। ଆତ୍ମଜ୍ୟୋତି ଜାଗ୍ରତ କରିବା ହିଁ ଦୀପାବଳିର ମୂଳ ଉଦ୍ଦେଶ୍ୟ। ଦୀପ, ଧୂପ, ଫୁଲ, ଚନ୍ଦନ ଆଦି ପୂଜା ଉପକରଣ ମଧ୍ୟରେ ଦୀପର ସ୍ଥାନ ସର୍ବୋଚ୍ଚ। (8, 1421, 330, 1521)
mid-address: କିଶୋରିନଗର ହାଉସିଂ, ସାକ୍ଷୀଗୋପାଳ, ଅନୁଗୋଳ, ମୋ: ୯୪୩୭୪୫୬୭୬୭ (820, 1820, 1124, 1833)
author-photo-block (614, 504, 864, 600)
main-headline: କୃତ୍ରିମ ବୁଦ୍ଧି (527, 101, 951, 190)
solution-cell (1380, 2082, 1400, 2095)
sudoku-cell[interactable] (1374, 1910, 1403, 1934)
main-article-col1: ବିଶେଷଜ୍ଞମାନେ କହୁଛନ୍ତି ଯେ ଆଗକୁ ଗୋଟିଏ ନୂଆ ଜିନିଷ ଆସିବାକୁ ଯାଉଛି, ଯାହାକୁ କୃତ୍ରିମ ବୁଦ୍ଧି ବା ଆର୍ଟିଫିସିଆଲ ଇଣ୍ଟେଲିଜେନ୍ସ କୁହାଯାଉଛି। ପ୍ରଯୁକ୍ତି କ୍ଷେତ୍ରରେ ଏହା ଏକ ବଡ଼ ବିପ୍ଳବ। ଏହା ମଣିଷର ଚିନ୍ତାଶକ୍ତିକୁ ଅନୁକରଣ କରିପାରେ। ସୃଷ୍ଟି ହେବାକୁ ଯାଉଥିବା ଏହି ଯନ୍ତ୍ର ମଣିଷ ସହ ଠିକ୍ ସେହିପରି କଥା ହେବ। ଦିନକୁ ଦିନ ଏହାର ପ୍ରୟୋଗ ବଢ଼ୁଛି। ଚିକିତ୍ସା, ଶିକ୍ଷା, ବ୍ୟବସାୟ ଓ ଗବେଷଣା କ୍ଷେତ୍ରରେ ଏହା ବ୍ୟବହାର ହେଉଛି। ଅନେକ ଦେଶ ଏଥିରେ ବିନିଯୋଗ କରୁଛନ୍ତି। ଭାରତ ମଧ୍ୟ ପଛରେ ନାହିଁ। ଏଠାରେ ଅନେକ ଷ୍ଟାର୍ଟଅପ ଏହି କ୍ଷେତ୍ରରେ କାମ କରୁଛନ୍ତି। କିନ୍ତୁ ଏହାର ବିପଦ ମଧ୍ୟ ଅଛି। ନିଯୁକ୍ତି ହ୍ରାସ ପାଇପାରେ ବୋଲି ଆଶଙ୍କା କରାଯାଉଛି। ସରକାର ଏଥିପାଇଁ ନୀତି ପ୍ରସ୍ତୁତ କରିବା ଦରକାର। ଗୋପନୀୟତା ମଧ୍ୟ ଏକ ବଡ଼ ପ୍ରସଙ୍ଗ। ଏହି ପ୍ରଯୁକ୍ତି କିପରି ବ୍ୟବହାର ହେବ ତାହା ଉପରେ ଭବିଷ୍ୟତ ନିର୍ଭର କରୁଛି। ମଣିଷର ନିୟନ୍ତ୍ରଣ ରହିବା ଆବଶ୍ୟକ। (354, 215, 604, 519)
cyan-dot (1043, 2318, 1053, 2328)
author-email[interactable]: aakar.patel@me.com (1001, 964, 1124, 978)
letter-body: ଧରିତ୍ରୀ(୨୦।୧୦)ରେ ପ୍ରକାଶିତ ପ୍ରବନ୍ଧ ଅତ୍ୟନ୍ତ ଉପାଦେୟ ଓ ଶିକ୍ଷଣୀୟ। ଲେଖକ ସମାଜର ବାସ୍ତବ ଚିତ୍ର ସୁନ୍ଦର ଭାବେ ଉପସ୍ଥାପନ କରିଛନ୍ତି। ଏପରି ଲେଖା ପାଠକଙ୍କ ମନରେ ସଚେତନତା ସୃଷ୍ଟି କରେ। ଯୁବପିଢ଼ି ଏହାରୁ ଶିକ୍ଷା ନେବା ଉଚିତ। ଧରିତ୍ରୀ ଏପରି ଲେଖା ନିୟମିତ ପ୍ରକାଶ କରୁ ବୋଲି ଆଶା। (1146, 537, 1492, 620)
solution-cell (1341, 2069, 1361, 2082)
solution-cell (1400, 2082, 1420, 2095)
magenta-dot (1057, 2318, 1067, 2328)
solution-cell (1341, 1991, 1361, 2004)
solution-cell (1360, 2069, 1380, 2082)
gray-swatch (917, 2314, 931, 2328)
sudoku-cell[interactable]: 8 (1345, 1790, 1374, 1814)
sudoku-instructions: ଉପରେ ପ୍ରଦତ୍ତ ଖାଲି ଘରଗୁଡ଼ିକୁ 1 ରୁ 9 ପର୍ଯ୍ୟନ୍ତ ସଂଖ୍ୟା ଓ A ରୁ E ପର୍ଯ୍ୟନ୍ତ ଅକ୍ଷର ଦ୍ୱାରା ପୂରଣ କରନ୍ତୁ। ପ୍ରତି ଧାଡ଼ି, ସ୍ତମ୍ଭ ଓ ଖଣ୍ଡରେ ପ୍ରତ୍ୟେକ ସଂଖ୍ୟା ଓ ଅକ୍ଷର କେବଳ ଥରେ ଲେଖାଯିବ। (1172, 1987, 1292, 2129)
sudoku-cell[interactable] (1345, 1838, 1374, 1862)
sudoku-cell[interactable] (1257, 1742, 1286, 1766)
sudoku-cell[interactable] (1374, 1814, 1403, 1838)
solution-cell (1439, 2004, 1459, 2017)
solution-cell (1360, 2082, 1380, 2095)
poem-title: ଚିରନ୍ତନୀ (21, 15, 317, 44)
author-photo (620, 504, 690, 598)
sudoku-cell[interactable] (1198, 1766, 1227, 1790)
solution-cell (1321, 1991, 1341, 2004)
solution-cell (1420, 2069, 1440, 2082)
solution-cell (1459, 2056, 1479, 2069)
solution-cell (1380, 2043, 1400, 2056)
sudoku-header (1172, 1690, 1492, 1730)
magenta-dot (717, 2318, 727, 2328)
sudoku-cell[interactable] (1315, 1766, 1344, 1790)
